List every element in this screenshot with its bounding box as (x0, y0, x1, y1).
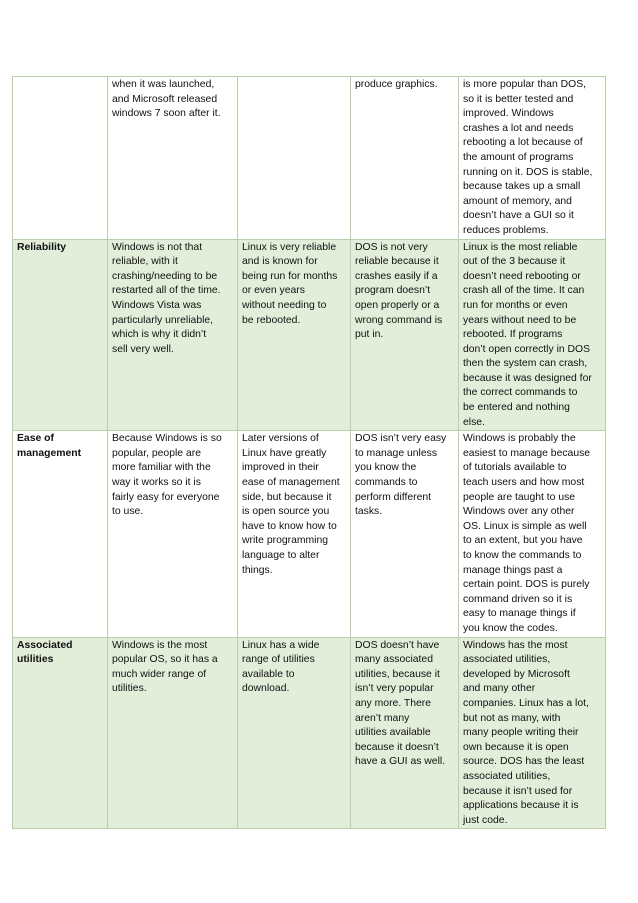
comparison-cell (459, 239, 606, 431)
linux-cell (238, 77, 351, 240)
dos-text: DOS is not very reliable because it crashes easily if a program doesn’t open properly or a wrong command is put in. (355, 241, 443, 341)
row-label-cell (13, 637, 108, 829)
comparison-text: is more popular than DOS, so it is better tested and improved. Windows crashes a lot and needs rebooting a lot because of the amount of programs running on it. DOS is stable, because takes up a small amount of memory, and doesn’t have a GUI so it reduces problems. (463, 79, 593, 236)
row-label-cell (13, 77, 108, 240)
windows-text: Because Windows is so popular, people are more familiar with the way it works so it is fairly easy for everyone to use. (112, 433, 222, 518)
row-label-cell (13, 431, 108, 637)
windows-text: Windows is the most popular OS, so it has a much wider range of utilities. (112, 639, 218, 695)
dos-cell (351, 239, 459, 431)
table-row-reliability (13, 239, 606, 431)
dos-text: produce graphics. (355, 79, 438, 90)
comparison-text: Linux is the most reliable out of the 3 because it doesn’t need rebooting or crash all of the time. It can run for months or even years without need to be rebooted. If programs don’t open correctly in DOS then the system can crash, because it was designed for the correct commands to be entered and nothing else. (463, 241, 592, 428)
comparison-cell (459, 637, 606, 829)
windows-text: when it was launched, and Microsoft released windows 7 soon after it. (112, 79, 221, 120)
comparison-cell (459, 77, 606, 240)
dos-cell (351, 431, 459, 637)
comparison-text: Windows is probably the easiest to manage because of tutorials available to teach users and how most people are taught to use Windows over any other OS. Linux is simple as well to an extent, but you have to know the commands to manage things past a certain point. DOS is purely command driven so it is easy to manage things if you know the codes. (463, 433, 591, 634)
table-row-associated-utilities (13, 637, 606, 829)
linux-cell (238, 431, 351, 637)
windows-cell (108, 431, 238, 637)
table-row-continuation (13, 77, 606, 240)
linux-cell (238, 637, 351, 829)
comparison-text: Windows has the most associated utilities, developed by Microsoft and many other companies. Linux has a lot, but not as many, with many people writing their own because it is open source. DOS has the least associated utilities, because it isn’t used for applications because it is just code. (463, 639, 589, 826)
row-label-cell (13, 239, 108, 431)
linux-cell (238, 239, 351, 431)
row-label: Associated utilities (17, 639, 73, 666)
windows-cell (108, 77, 238, 240)
windows-text: Windows is not that reliable, with it crashing/needing to be restarted all of the time. Windows Vista was particularly unreliable, which is why it didn’t sell very well. (112, 241, 221, 355)
windows-cell (108, 239, 238, 431)
table-row-ease-of-management (13, 431, 606, 637)
dos-cell (351, 77, 459, 240)
row-label: Ease of management (17, 433, 82, 459)
windows-cell (108, 637, 238, 829)
comparison-cell (459, 431, 606, 637)
linux-text: Linux has a wide range of utilities available to download. (242, 639, 320, 695)
dos-cell (351, 637, 459, 829)
linux-text: Later versions of Linux have greatly improved in their ease of management side, but because it is open source you have to know how to write programming language to alter things. (242, 433, 340, 576)
dos-text: DOS isn’t very easy to manage unless you know the commands to perform different tasks. (355, 433, 447, 518)
linux-text: Linux is very reliable and is known for being run for months or even years without needing to be rebooted. (242, 241, 338, 326)
row-label: Reliability (17, 241, 67, 253)
dos-text: DOS doesn’t have many associated utilities, because it isn’t very popular any more. There aren’t many utilities available because it doesn’t have a GUI as well. (355, 639, 446, 768)
comparison-table (12, 76, 606, 829)
